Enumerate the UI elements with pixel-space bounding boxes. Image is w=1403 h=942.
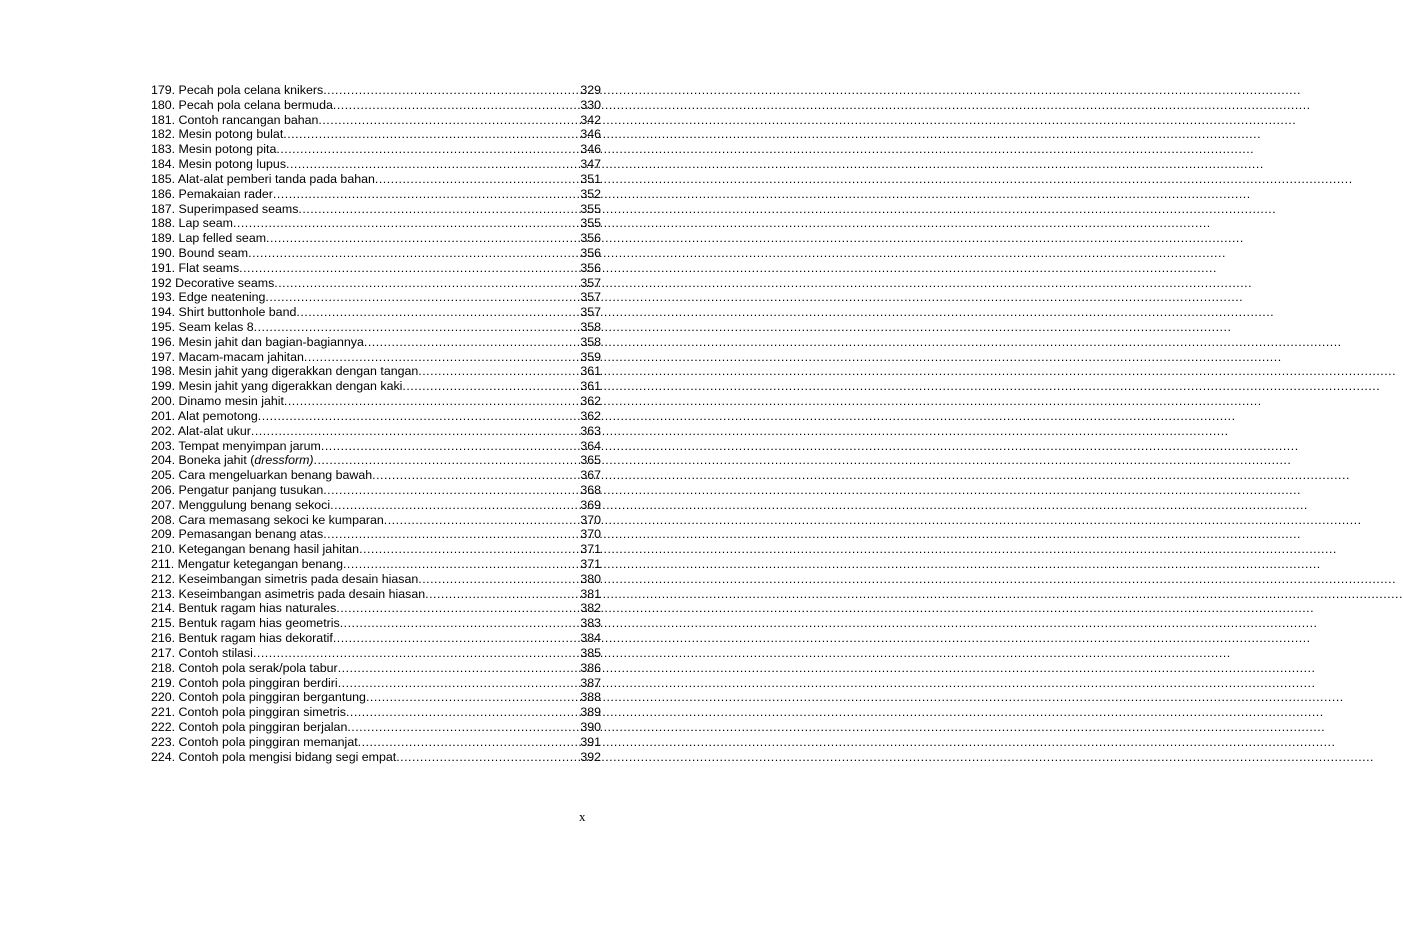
toc-entry xyxy=(151,735,601,750)
toc-entry xyxy=(151,646,601,661)
toc-entry-label: 209. Pemasangan benang atas xyxy=(151,527,324,542)
toc-entry-page-number: 352 xyxy=(580,186,601,201)
toc-entry-label: 185. Alat-alat pemberi tanda pada bahan xyxy=(151,171,375,186)
dot-leader xyxy=(318,113,579,128)
dot-leader xyxy=(333,631,579,646)
toc-entry-label: 223. Contoh pola pinggiran memanjat xyxy=(151,734,358,749)
toc-entry xyxy=(151,335,601,350)
dot-leader xyxy=(253,646,579,661)
toc-entry-label: 220. Contoh pola pinggiran bergantung xyxy=(151,690,366,705)
toc-entry-label: 211. Mengatur ketegangan benang xyxy=(151,557,343,571)
toc-entry-label-italic: dressform) xyxy=(254,453,314,468)
toc-entry-page-number: 346 xyxy=(580,127,601,142)
dot-leader xyxy=(304,350,579,365)
toc-entry-page-number: 351 xyxy=(580,171,601,186)
toc-entry xyxy=(151,98,601,113)
toc-entry-page-number: 381 xyxy=(580,586,601,601)
dot-leader xyxy=(364,335,579,350)
toc-entry-page-number: 362 xyxy=(580,408,601,423)
toc-entry-page-number: 392 xyxy=(580,749,601,764)
toc-entry-page-number: 356 xyxy=(580,245,601,260)
toc-entry-page-number: 356 xyxy=(580,260,601,275)
toc-entry xyxy=(151,705,601,720)
toc-entry-page-number: 384 xyxy=(580,631,601,646)
toc-entry-page-number: 361 xyxy=(580,364,601,379)
dot-leader xyxy=(251,424,579,439)
toc-entry-label: 222. Contoh pola pinggiran berjalan xyxy=(151,719,348,734)
toc-entry-page-number: 368 xyxy=(580,482,601,497)
toc-entry-label: 184. Mesin potong lupus xyxy=(151,157,287,172)
toc-entry-page-number: 363 xyxy=(580,423,601,438)
dot-leader xyxy=(321,439,579,454)
dot-leader xyxy=(366,690,579,705)
toc-entry xyxy=(151,172,601,187)
toc-entry-label: 183. Mesin potong pita xyxy=(151,142,277,157)
toc-entry-label: 200. Dinamo mesin jahit xyxy=(151,394,284,409)
toc-entry-label: 204. Boneka jahit (dressform) xyxy=(151,453,314,468)
toc-entry-page-number: 380 xyxy=(580,571,601,586)
toc-entry xyxy=(151,557,601,572)
toc-entry xyxy=(151,676,601,691)
toc-entry-label: 224. Contoh pola mengisi bidang segi empat xyxy=(151,749,397,764)
toc-entry-page-number: 357 xyxy=(580,290,601,305)
toc-entry-page-number: 355 xyxy=(580,216,601,231)
toc-entry xyxy=(151,305,601,320)
dot-leader xyxy=(347,720,579,735)
toc-entry xyxy=(151,246,601,261)
toc-entry xyxy=(151,127,601,142)
toc-entry-page-number: 361 xyxy=(580,379,601,394)
toc-entry-label: 193. Edge neatening xyxy=(151,290,266,305)
toc-entry-page-number: 365 xyxy=(580,453,601,468)
toc-entry-page-number: 371 xyxy=(580,557,601,571)
toc-entry-label: 190. Bound seam xyxy=(151,245,249,260)
toc-entry-label: 216. Bentuk ragam hias dekoratif xyxy=(151,631,333,646)
dot-leader xyxy=(323,83,579,98)
dot-leader xyxy=(336,601,579,616)
toc-entry xyxy=(151,513,601,528)
toc-entry-page-number: 358 xyxy=(580,334,601,349)
dot-leader xyxy=(375,172,579,187)
toc-entry-label: 179. Pecah pola celana knikers xyxy=(151,83,324,97)
toc-entry-page-number: 391 xyxy=(580,734,601,749)
toc-entry-label: 203. Tempat menyimpan jarum xyxy=(151,438,321,453)
toc-entry-label: 194. Shirt buttonhole band xyxy=(151,305,297,320)
toc-entry-label: 221. Contoh pola pinggiran simetris xyxy=(151,705,346,720)
page-number: x xyxy=(579,809,586,824)
toc-entry xyxy=(151,483,601,498)
toc-entry xyxy=(151,364,601,379)
toc-entry xyxy=(151,661,601,676)
toc-entry-page-number: 357 xyxy=(580,275,601,290)
toc-entry xyxy=(151,83,601,98)
dot-leader xyxy=(418,572,579,587)
toc-entry xyxy=(151,616,601,631)
toc-entry-page-number: 329 xyxy=(580,83,601,97)
toc-entry xyxy=(151,587,601,602)
toc-entry-label: 219. Contoh pola pinggiran berdiri xyxy=(151,675,338,690)
toc-entry-label: 199. Mesin jahit yang digerakkan dengan kaki xyxy=(151,379,403,394)
dot-leader xyxy=(314,453,580,468)
toc-entry-label: 210. Ketegangan benang hasil jahitan xyxy=(151,542,360,557)
toc-entry-page-number: 387 xyxy=(580,675,601,690)
toc-entry-label: 196. Mesin jahit dan bagian-bagiannya xyxy=(151,334,364,349)
dot-leader xyxy=(330,498,579,513)
toc-entry xyxy=(151,113,601,128)
toc-entry-page-number: 390 xyxy=(580,719,601,734)
dot-leader xyxy=(418,364,579,379)
dot-leader xyxy=(286,157,579,172)
toc-entry xyxy=(151,290,601,305)
toc-entry xyxy=(151,216,601,231)
toc-entry-label: 189. Lap felled seam xyxy=(151,231,267,246)
toc-entry xyxy=(151,572,601,587)
toc-entry-label: 186. Pemakaian rader xyxy=(151,186,273,201)
toc-entry-label: 214. Bentuk ragam hias naturales xyxy=(151,601,337,616)
dot-leader xyxy=(323,483,579,498)
toc-entry-page-number: 383 xyxy=(580,616,601,631)
dot-leader xyxy=(372,468,579,483)
toc-entry-label: 212. Keseimbangan simetris pada desain hiasan xyxy=(151,571,419,586)
toc-entry xyxy=(151,379,601,394)
toc-entry-page-number: 382 xyxy=(580,601,601,616)
toc-entry xyxy=(151,157,601,172)
toc-entry-label: 215. Bentuk ragam hias geometris xyxy=(151,616,340,631)
toc-entry-label: 213. Keseimbangan asimetris pada desain hiasan xyxy=(151,586,426,601)
toc-entry-page-number: 369 xyxy=(580,497,601,512)
dot-leader xyxy=(296,305,579,320)
dot-leader xyxy=(343,557,579,572)
toc-entry-label: 201. Alat pemotong xyxy=(151,408,258,423)
toc-entry xyxy=(151,231,601,246)
toc-entry-label: 202. Alat-alat ukur xyxy=(151,423,251,438)
toc-entry-label: 208. Cara memasang sekoci ke kumparan xyxy=(151,512,384,527)
toc-entry-label: 191. Flat seams xyxy=(151,260,240,275)
toc-entry-page-number: 370 xyxy=(580,512,601,527)
toc-entry xyxy=(151,690,601,705)
toc-entry-label: 187. Superimpased seams xyxy=(151,201,299,216)
dot-leader xyxy=(274,276,579,291)
toc-entry-page-number: 346 xyxy=(580,142,601,157)
toc-entry-page-number: 386 xyxy=(580,660,601,675)
dot-leader xyxy=(346,705,579,720)
dot-leader xyxy=(340,616,580,631)
toc-entry-page-number: 347 xyxy=(580,157,601,172)
toc-entry-label: 192 Decorative seams xyxy=(151,275,275,290)
dot-leader xyxy=(233,216,579,231)
toc-entry-label: 205. Cara mengeluarkan benang bawah xyxy=(151,468,373,483)
toc-entry xyxy=(151,542,601,557)
toc-entry xyxy=(151,276,601,291)
toc-entry-label: 207. Menggulung benang sekoci xyxy=(151,497,331,512)
toc-entry xyxy=(151,187,601,202)
dot-leader xyxy=(396,750,579,765)
toc-entry xyxy=(151,527,601,542)
toc-entry xyxy=(151,424,601,439)
toc-entry-page-number: 362 xyxy=(580,394,601,409)
toc-entry-page-number: 330 xyxy=(580,97,601,112)
dot-leader xyxy=(338,676,580,691)
dot-leader xyxy=(266,231,579,246)
dot-leader xyxy=(276,142,579,157)
toc-entry-page-number: 359 xyxy=(580,349,601,364)
toc-entry-page-number: 364 xyxy=(580,438,601,453)
toc-entry-page-number: 371 xyxy=(580,542,601,557)
dot-leader xyxy=(239,261,579,276)
dot-leader xyxy=(265,290,579,305)
dot-leader xyxy=(258,409,580,424)
toc-entry-label: 218. Contoh pola serak/pola tabur xyxy=(151,660,338,675)
toc-entry-page-number: 389 xyxy=(580,705,601,720)
toc-entry xyxy=(151,261,601,276)
dot-leader xyxy=(283,127,579,142)
dot-leader xyxy=(273,187,579,202)
toc-entry xyxy=(151,468,601,483)
toc-entry xyxy=(151,453,601,468)
dot-leader xyxy=(402,379,579,394)
toc-entry xyxy=(151,750,601,765)
toc-entry-label: 217. Contoh stilasi xyxy=(151,645,253,660)
toc-entry xyxy=(151,394,601,409)
toc-entry-page-number: 388 xyxy=(580,690,601,705)
dot-leader xyxy=(384,513,580,528)
toc-entry-page-number: 355 xyxy=(580,201,601,216)
toc-entry-page-number: 356 xyxy=(580,231,601,246)
toc-entry-page-number: 357 xyxy=(580,305,601,320)
toc-entry-label: 198. Mesin jahit yang digerakkan dengan tangan xyxy=(151,364,419,379)
toc-entry-page-number: 367 xyxy=(580,468,601,483)
toc-entry xyxy=(151,720,601,735)
toc-entry-label: 182. Mesin potong bulat xyxy=(151,127,284,142)
dot-leader xyxy=(284,394,579,409)
toc-entry-page-number: 358 xyxy=(580,320,601,334)
toc-entry-label: 206. Pengatur panjang tusukan xyxy=(151,482,324,497)
toc-entry-label: 195. Seam kelas 8 xyxy=(151,320,254,334)
dot-leader xyxy=(425,587,579,602)
dot-leader xyxy=(323,527,579,542)
toc-entry xyxy=(151,142,601,157)
table-of-contents xyxy=(151,83,601,764)
toc-entry xyxy=(151,498,601,513)
toc-entry-label: 181. Contoh rancangan bahan xyxy=(151,112,319,127)
toc-entry xyxy=(151,202,601,217)
toc-entry xyxy=(151,409,601,424)
dot-leader xyxy=(254,320,580,335)
toc-entry-page-number: 342 xyxy=(580,112,601,127)
toc-entry-label: 197. Macam-macam jahitan xyxy=(151,349,304,364)
toc-entry xyxy=(151,439,601,454)
dot-leader xyxy=(359,542,579,557)
dot-leader xyxy=(338,661,580,676)
dot-leader xyxy=(358,735,580,750)
toc-entry-page-number: 370 xyxy=(580,527,601,542)
toc-entry xyxy=(151,350,601,365)
dot-leader xyxy=(333,98,579,113)
toc-entry xyxy=(151,320,601,335)
toc-entry-label: 188. Lap seam xyxy=(151,216,233,231)
dot-leader xyxy=(298,202,579,217)
dot-leader xyxy=(248,246,579,261)
toc-entry xyxy=(151,631,601,646)
toc-entry xyxy=(151,601,601,616)
toc-entry-page-number: 385 xyxy=(580,645,601,660)
toc-entry-label: 180. Pecah pola celana bermuda xyxy=(151,97,333,112)
